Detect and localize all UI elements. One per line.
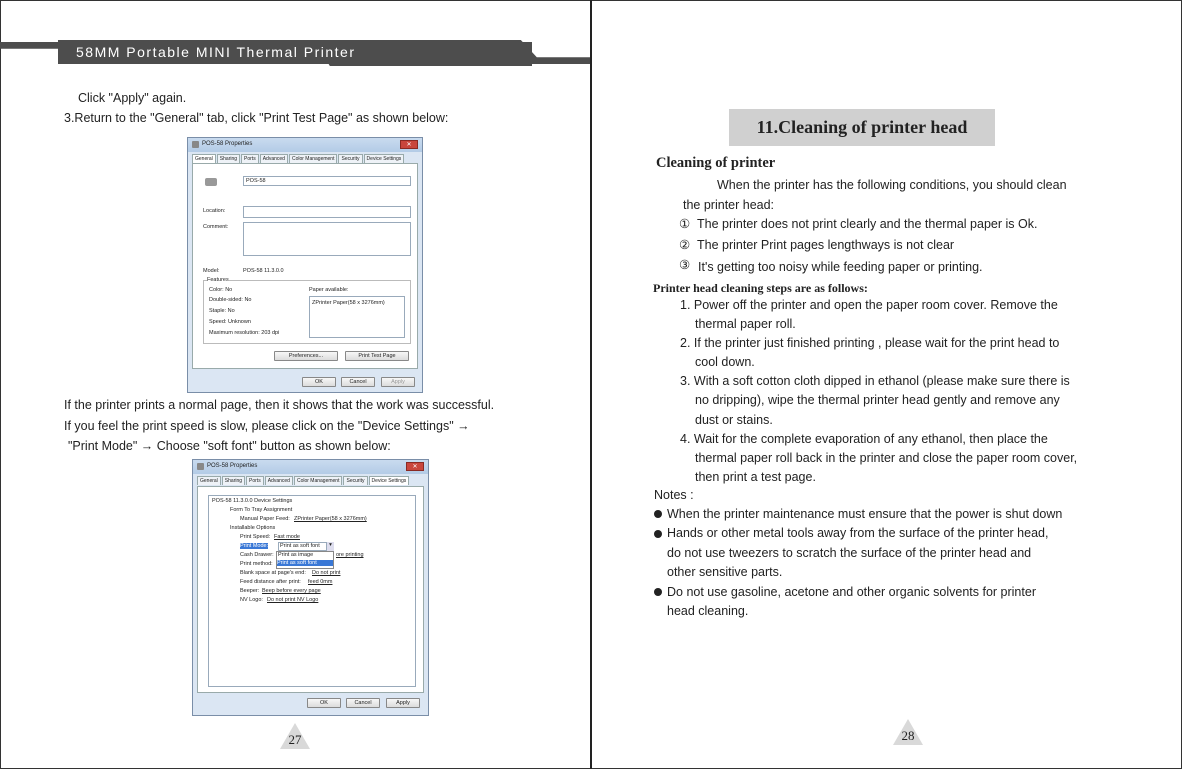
note-line-1: When the printer maintenance must ensure that the power is shut down <box>667 507 1063 521</box>
properties-dialog-device-settings <box>192 459 429 716</box>
features-label: Features <box>207 277 229 283</box>
condition-2-text: The printer Print pages lengthways is not clear <box>697 238 955 252</box>
text-line-apply-again: Click "Apply" again. <box>78 91 187 105</box>
ok-button[interactable]: OK <box>307 698 341 708</box>
notes-label: Notes : <box>654 488 694 502</box>
dialog-title: POS-58 Properties <box>207 463 258 469</box>
preferences-button[interactable]: Preferences... <box>274 351 338 361</box>
cancel-button[interactable]: Cancel <box>346 698 380 708</box>
nv-logo-label: NV Logo: <box>240 597 263 603</box>
tab-advanced[interactable]: Advanced <box>260 154 288 163</box>
manual-feed-value[interactable]: ZPrinter Paper(58 x 3276mm) <box>294 516 367 522</box>
bullet-icon <box>654 510 662 518</box>
intro-line-1: When the printer has the following conditions, you should clean <box>717 178 1067 192</box>
dialog-body <box>197 486 424 693</box>
paper-value: ZPrinter Paper(58 x 3276mm) <box>312 300 385 306</box>
text-line-step-3: 3.Return to the "General" tab, click "Print Test Page" as shown below: <box>64 111 449 125</box>
text-line-success: If the printer prints a normal page, then it shows that the work was successful. <box>64 398 495 412</box>
tab-device-settings[interactable]: Device Settings <box>369 476 410 485</box>
right-page-number-text: 28 <box>901 728 915 743</box>
subtitle-cleaning: Cleaning of printer <box>656 155 776 171</box>
printer-icon <box>197 463 204 470</box>
apply-button[interactable]: Apply <box>386 698 420 708</box>
tab-general[interactable]: General <box>192 154 216 163</box>
chevron-down-icon[interactable]: ▾ <box>326 542 334 551</box>
location-label: Location: <box>203 208 226 214</box>
dialog-titlebar <box>188 138 422 152</box>
model-label: Model: <box>203 268 220 274</box>
condition-2-mark: ② <box>679 238 691 252</box>
note-line-5: Do not use gasoline, acetone and other organic solvents for printer <box>667 585 1036 599</box>
condition-1-text: The printer does not print clearly and the thermal paper is Ok. <box>697 217 1038 231</box>
note-line-3: do not use tweezers to scratch the surface of the printer head and <box>667 546 1032 560</box>
intro-line-2: the printer head: <box>683 198 775 212</box>
right-page-number <box>893 719 923 745</box>
steps-title: Printer head cleaning steps are as follows: <box>653 281 868 295</box>
tree-root: POS-58 11.3.0.0 Device Settings <box>212 498 293 504</box>
tab-device-settings[interactable]: Device Settings <box>364 154 405 163</box>
comment-field[interactable] <box>243 222 411 256</box>
location-field[interactable] <box>243 206 411 218</box>
cancel-button[interactable]: Cancel <box>341 377 375 387</box>
step-line-9: thermal paper roll back in the printer and close the paper room cover, <box>695 451 1078 465</box>
step-line-3: 2. If the printer just finished printing , please wait for the print head to <box>680 336 1060 350</box>
feed-distance-label: Feed distance after print: <box>240 579 301 585</box>
tree-form-tray[interactable]: Form To Tray Assignment <box>230 507 293 513</box>
feature-speed: Speed: Unknown <box>209 319 251 325</box>
tab-security[interactable]: Security <box>338 154 362 163</box>
condition-3-mark: ③ <box>679 258 691 272</box>
print-speed-value[interactable]: Fast mode <box>274 534 300 540</box>
right-header-bar <box>58 40 590 64</box>
printer-name-field[interactable] <box>243 176 411 186</box>
printer-icon <box>192 141 199 148</box>
note-line-6: head cleaning. <box>667 604 749 618</box>
section-title: 11.Cleaning of printer head <box>729 109 995 146</box>
bullet-icon <box>654 588 662 596</box>
text-line-slow: If you feel the print speed is slow, please click on the "Device Settings" → <box>64 419 470 433</box>
close-icon[interactable]: ✕ <box>406 462 424 471</box>
print-speed-label: Print Speed: <box>240 534 271 540</box>
dialog-tabs <box>192 154 405 163</box>
print-mode-label: Print Mode: <box>240 543 269 549</box>
print-mode-value: Print as soft font <box>280 543 320 549</box>
step-line-7: dust or stains. <box>695 413 773 427</box>
ok-button[interactable]: OK <box>302 377 336 387</box>
cash-drawer-value[interactable]: ore printing <box>336 552 364 558</box>
print-test-page-button[interactable]: Print Test Page <box>345 351 409 361</box>
dialog-titlebar <box>193 460 428 474</box>
paper-available-label: Paper available: <box>309 287 349 293</box>
beeper-label: Beeper: <box>240 588 260 594</box>
close-icon[interactable]: ✕ <box>400 140 418 149</box>
bullet-icon <box>654 530 662 538</box>
right-header-title: 58MM Portable MINI Thermal Printer <box>76 44 356 60</box>
tab-advanced[interactable]: Advanced <box>265 476 293 485</box>
tab-sharing[interactable]: Sharing <box>222 476 245 485</box>
blank-space-label: Blank space at page's end: <box>240 570 306 576</box>
model-value: POS-58 11.3.0.0 <box>243 268 284 274</box>
tab-ports[interactable]: Ports <box>241 154 259 163</box>
dialog-tabs <box>197 476 410 485</box>
dialog-body <box>192 163 418 369</box>
left-page-number-text: 27 <box>288 732 302 747</box>
feature-max-resolution: Maximum resolution: 203 dpi <box>209 330 280 336</box>
feed-distance-value[interactable]: feed 0mm <box>308 579 333 585</box>
tab-color-management[interactable]: Color Management <box>294 476 343 485</box>
step-line-4: cool down. <box>695 355 755 369</box>
step-line-6: no dripping), wipe the thermal printer head gently and remove any <box>695 393 1060 407</box>
apply-button[interactable]: Apply <box>381 377 415 387</box>
feature-staple: Staple: No <box>209 308 235 314</box>
note-line-4: other sensitive parts. <box>667 565 783 579</box>
condition-3-text: It's getting too noisy while feeding paper or printing. <box>698 260 983 274</box>
printer-icon <box>205 178 217 186</box>
page-gutter <box>590 0 592 769</box>
tab-ports[interactable]: Ports <box>246 476 264 485</box>
dropdown-option-soft-font[interactable]: Print as soft font <box>277 560 333 566</box>
step-line-2: thermal paper roll. <box>695 317 796 331</box>
comment-label: Comment: <box>203 224 229 230</box>
dialog-title: POS-58 Properties <box>202 141 253 147</box>
tab-general[interactable]: General <box>197 476 221 485</box>
step-line-1: 1. Power off the printer and open the paper room cover. Remove the <box>680 298 1058 312</box>
printer-name-value: POS-58 <box>246 178 266 184</box>
text-line-print-mode: "Print Mode" → Choose "soft font" button as shown below: <box>68 439 391 453</box>
print-method-label: Print method: <box>240 561 273 567</box>
tab-sharing[interactable]: Sharing <box>217 154 240 163</box>
tab-color-management[interactable]: Color Management <box>289 154 338 163</box>
left-page-number <box>280 723 310 749</box>
tree-installable-options[interactable]: Installable Options <box>230 525 276 531</box>
nv-logo-value[interactable]: Do not print NV Logo <box>267 597 319 603</box>
step-line-8: 4. Wait for the complete evaporation of any ethanol, then place the <box>680 432 1048 446</box>
properties-dialog-general <box>187 137 423 393</box>
step-line-5: 3. With a soft cotton cloth dipped in ethanol (please make sure there is <box>680 374 1070 388</box>
condition-1-mark: ① <box>679 217 691 231</box>
beeper-value[interactable]: Beep before every page <box>262 588 321 594</box>
cash-drawer-label: Cash Drawer: <box>240 552 274 558</box>
manual-feed-label: Manual Paper Feed: <box>240 516 290 522</box>
dropdown-option-image[interactable]: Print as image <box>278 552 314 558</box>
feature-double-sided: Double-sided: No <box>209 297 252 303</box>
step-line-10: then print a test page. <box>695 470 816 484</box>
tab-security[interactable]: Security <box>343 476 367 485</box>
feature-color: Color: No <box>209 287 233 293</box>
blank-space-value[interactable]: Do not print <box>312 570 341 576</box>
note-line-2: Hands or other metal tools away from the surface of the printer head, <box>667 526 1049 540</box>
